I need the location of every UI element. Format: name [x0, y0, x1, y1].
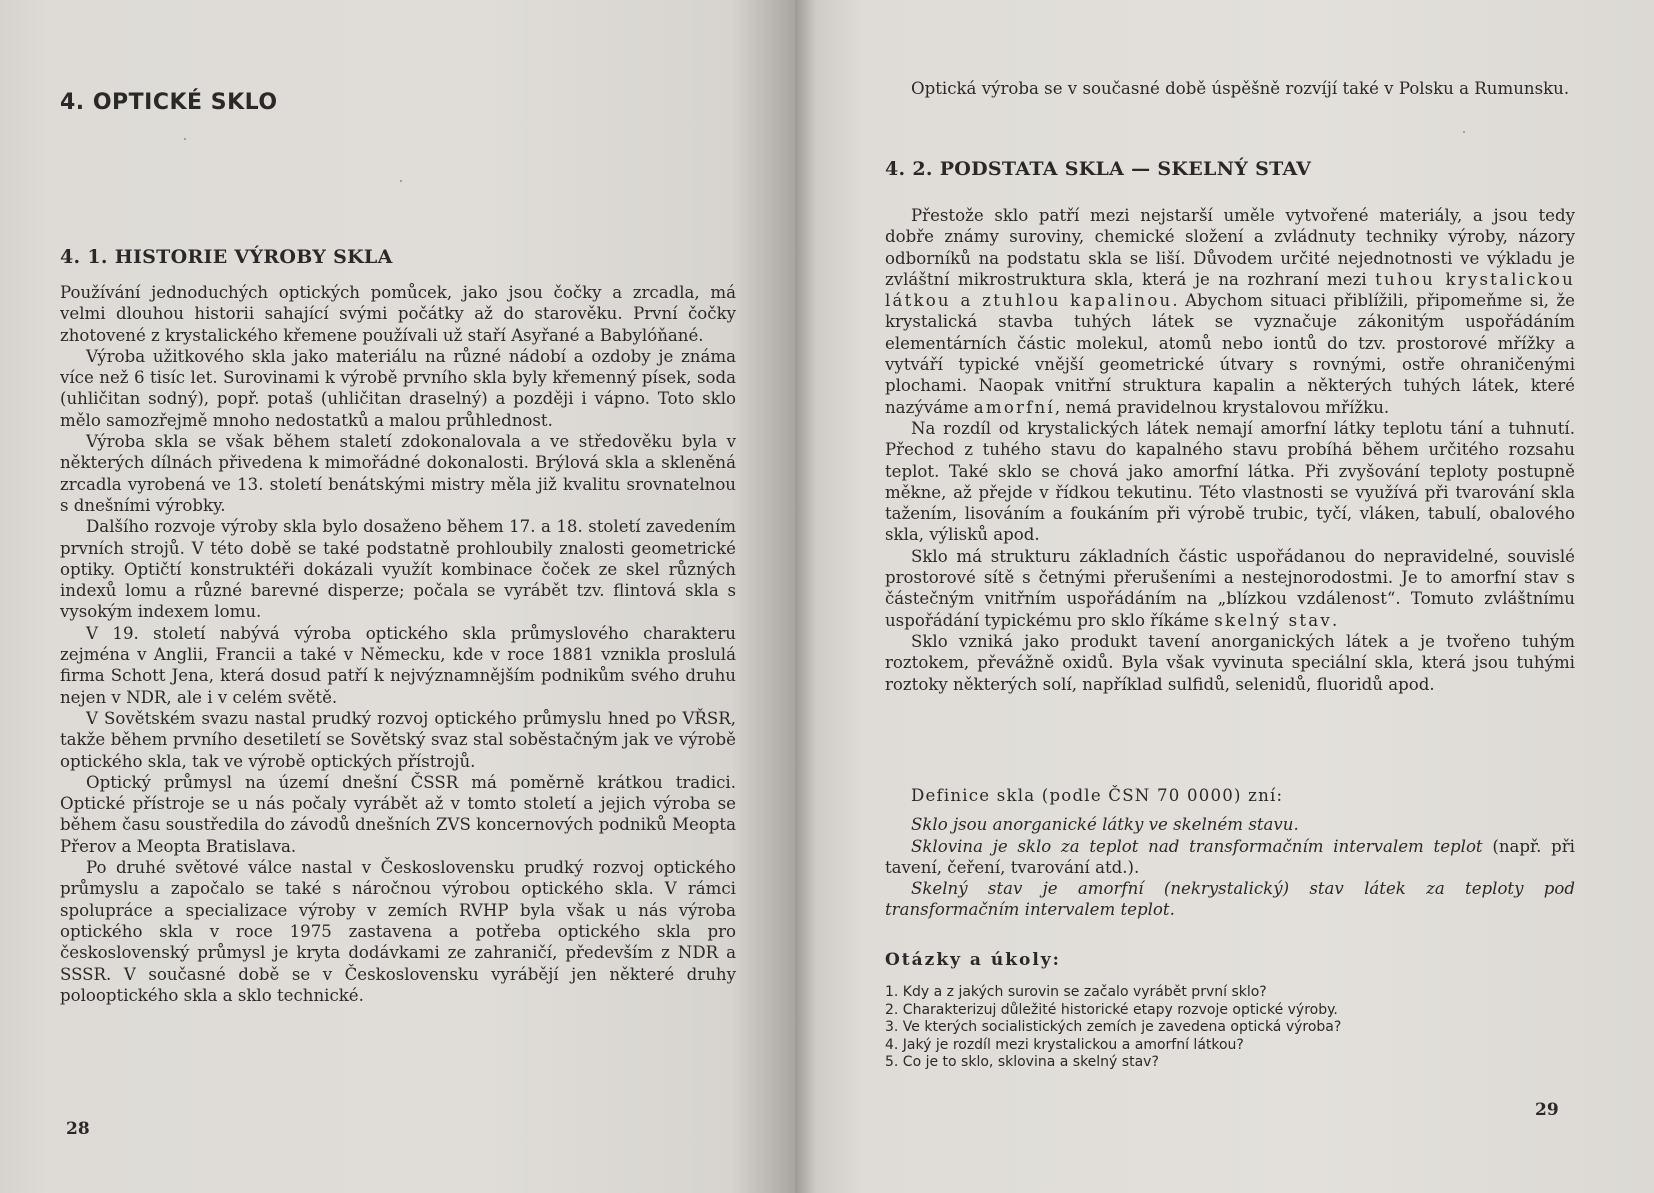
text-run: .	[1331, 610, 1338, 630]
paragraph: Používání jednoduchých optických pomůcek, jako jsou čočky a zrcadla, má velmi dlouhou historii sahající svými počátky až do starověku. První čočky zhotovené z krystalického křemene používali už staří Asyřané a Babylóňané.	[60, 283, 736, 345]
text-run: . Abychom situaci přiblížili, připomeňme si, že krystalická stavba tuhých látek se vyznačuje zákonitým uspořádáním elementárních částic molekul, atomů nebo iontů do tzv. prostorové mřížky a vytváří typické vnější geometrické útvary s rovnými, ostře ohraničenými plochami. Naopak vnitřní struktura kapalin a některých tuhých látek, které nazýváme	[885, 291, 1575, 417]
paragraph: Optický průmysl na území dnešní ČSSR má poměrně krátkou tradici. Optické přístroje se u nás počaly vyrábět až v tomto století a jejich výroba se během času soustředila do závodů dnešních ZVS koncernových podniků Meopta Přerov a Meopta Bratislava.	[60, 772, 736, 856]
paper-speck	[1463, 131, 1465, 133]
text-run: Sklovina je sklo za teplot nad transformačním intervalem teplot	[911, 836, 1483, 856]
question-item: 5. Co je to sklo, sklovina a skelný stav?	[885, 1054, 1159, 1070]
page-number-right: 29	[1535, 1100, 1559, 1120]
definition-intro: Definice skla (podle ČSN 70 0000) zní:	[911, 786, 1284, 805]
glass-nature-text	[885, 205, 1575, 695]
chapter-title: 4. OPTICKÉ SKLO	[60, 90, 278, 115]
definitions	[885, 785, 1575, 921]
paragraph: Výroba užitkového skla jako materiálu na různé nádobí a ozdoby je známa více než 6 tisíc let. Surovinami k výrobě prvního skla byly křemenný písek, soda (uhličitan sodný), popř. potaš (uhličitan draselný) a později i vápno. Toto sklo mělo samozřejmě mnoho nedostatků a malou průhlednost.	[60, 346, 736, 430]
definition-glassy-state: Skelný stav je amorfní (nekrystalický) stav látek za teploty pod transformačním intervalem teplot.	[885, 879, 1575, 920]
page-number-left: 28	[66, 1119, 90, 1139]
paragraph: Výroba skla se však během staletí zdokonalovala a ve středověku byla v některých dílnách přivedena k mimořádné dokonalosti. Brýlová skla a skleněná zrcadla vyrobená ve 13. století benátskými mistry měla již kvalitu srovnatelnou s dnešními výrobky.	[60, 432, 736, 515]
questions-list	[885, 984, 1341, 1072]
text-run: Sklo má strukturu základních částic uspořádanou do nepravidelné, souvislé prostorové sítě s četnými přerušeními a nestejnorodostmi. Je to amorfní stav s částečným vnitřním uspořádáním na „blízkou vzdálenost“. Tomuto zvláštnímu uspořádání typickému pro sklo říkáme	[885, 546, 1575, 630]
paragraph	[885, 546, 1575, 631]
intro-text	[885, 78, 1575, 99]
question-item: 3. Ve kterých socialistických zemích je zavedena optická výroba?	[885, 1019, 1342, 1035]
questions-heading: Otázky a úkoly:	[885, 950, 1061, 970]
paper-speck	[400, 180, 402, 182]
paper-speck	[184, 138, 186, 140]
paragraph	[885, 205, 1575, 418]
right-page	[795, 0, 1654, 1193]
question-item: 1. Kdy a z jakých surovin se začalo vyrábět první sklo?	[885, 984, 1267, 1000]
definition-glass: Sklo jsou anorganické látky ve skelném stavu.	[911, 815, 1299, 835]
emphasis-term: amorfní	[973, 397, 1055, 417]
emphasis-term: skelný stav	[1214, 610, 1332, 630]
text-run: , nemá pravidelnou krystalovou mřížku.	[1054, 397, 1390, 417]
paragraph: Na rozdíl od krystalických látek nemají amorfní látky teplotu tání a tuhnutí. Přechod z tuhého stavu do kapalného stavu probíhá během určitého rozsahu teplot. Také sklo se chová jako amorfní látka. Při zvyšování teploty postupně měkne, až přejde v řídkou tekutinu. Této vlastnosti se využívá při tvarování skla tažením, lisováním a foukáním při výrobě trubic, tyčí, vláken, tabulí, obalového skla, výlisků apod.	[885, 418, 1575, 545]
section-title-history: 4. 1. HISTORIE VÝROBY SKLA	[60, 246, 393, 268]
definition-melt	[885, 836, 1575, 879]
text-run: Přestože sklo patří mezi nejstarší uměle vytvořené materiály, a jsou tedy dobře známy suroviny, chemické složení a zvládnuty techniky výroby, názory odborníků na podstatu skla se liší. Důvodem určité nejednotnosti ve výkladu je zvláštní mikrostruktura skla, která je na rozhraní mezi	[885, 206, 1575, 289]
paragraph: Sklo vzniká jako produkt tavení anorganických látek a je tvořeno tuhým roztokem, převážně oxidů. Byla však vyvinuta speciální skla, která jsou tuhými roztoky některých solí, například sulfidů, selenidů, fluoridů apod.	[885, 631, 1575, 694]
question-item: 2. Charakterizuj důležité historické etapy rozvoje optické výroby.	[885, 1001, 1338, 1018]
paragraph: Po druhé světové válce nastal v Československu prudký rozvoj optického průmyslu a započalo se také s náročnou výrobou optického skla. V rámci spolupráce a specializace výroby v zemích RVHP byla však u nás výroba optického skla v roce 1975 zastavena a potřeba optického skla pro československý průmysl je kryta dodávkami ze zahraničí, především z NDR a SSSR. V současné době se v Československu vyrábějí jen některé druhy polooptického skla a sklo technické.	[60, 858, 736, 1005]
left-page	[0, 0, 795, 1193]
emphasis-term: tuhou krystalickou látkou a ztuhlou kapalinou	[885, 269, 1575, 311]
section-title-glass-nature: 4. 2. PODSTATA SKLA — SKELNÝ STAV	[885, 158, 1312, 180]
paragraph: Dalšího rozvoje výroby skla bylo dosaženo během 17. a 18. století zavedením prvních strojů. V této době se také podstatně prohloubily znalosti geometrické optiky. Optičtí konstruktéři dokázali využít kombinace čoček ze skel různých indexů lomu a různé barevné disperze; počala se vyrábět tzv. flintová skla s vysokým indexem lomu.	[60, 517, 736, 622]
text-run: (např. při tavení, čeření, tvarování atd.).	[885, 836, 1575, 877]
paragraph: V 19. století nabývá výroba optického skla průmyslového charakteru zejména v Anglii, Francii a také v Německu, kde v roce 1881 vznikla proslulá firma Schott Jena, která dosud patří k nejvýznamnějším podnikům svého druhu nejen v NDR, ale i v celém světě.	[60, 623, 736, 707]
history-text	[60, 282, 736, 1006]
question-item: 4. Jaký je rozdíl mezi krystalickou a amorfní látkou?	[885, 1036, 1244, 1053]
paragraph: Optická výroba se v současné době úspěšně rozvíjí také v Polsku a Rumunsku.	[911, 79, 1570, 98]
paragraph: V Sovětském svazu nastal prudký rozvoj optického průmyslu hned po VŘSR, takže během prvního desetiletí se Sovětský svaz stal soběstačným jak ve výrobě optického skla, tak ve výrobě optických přístrojů.	[60, 708, 736, 771]
